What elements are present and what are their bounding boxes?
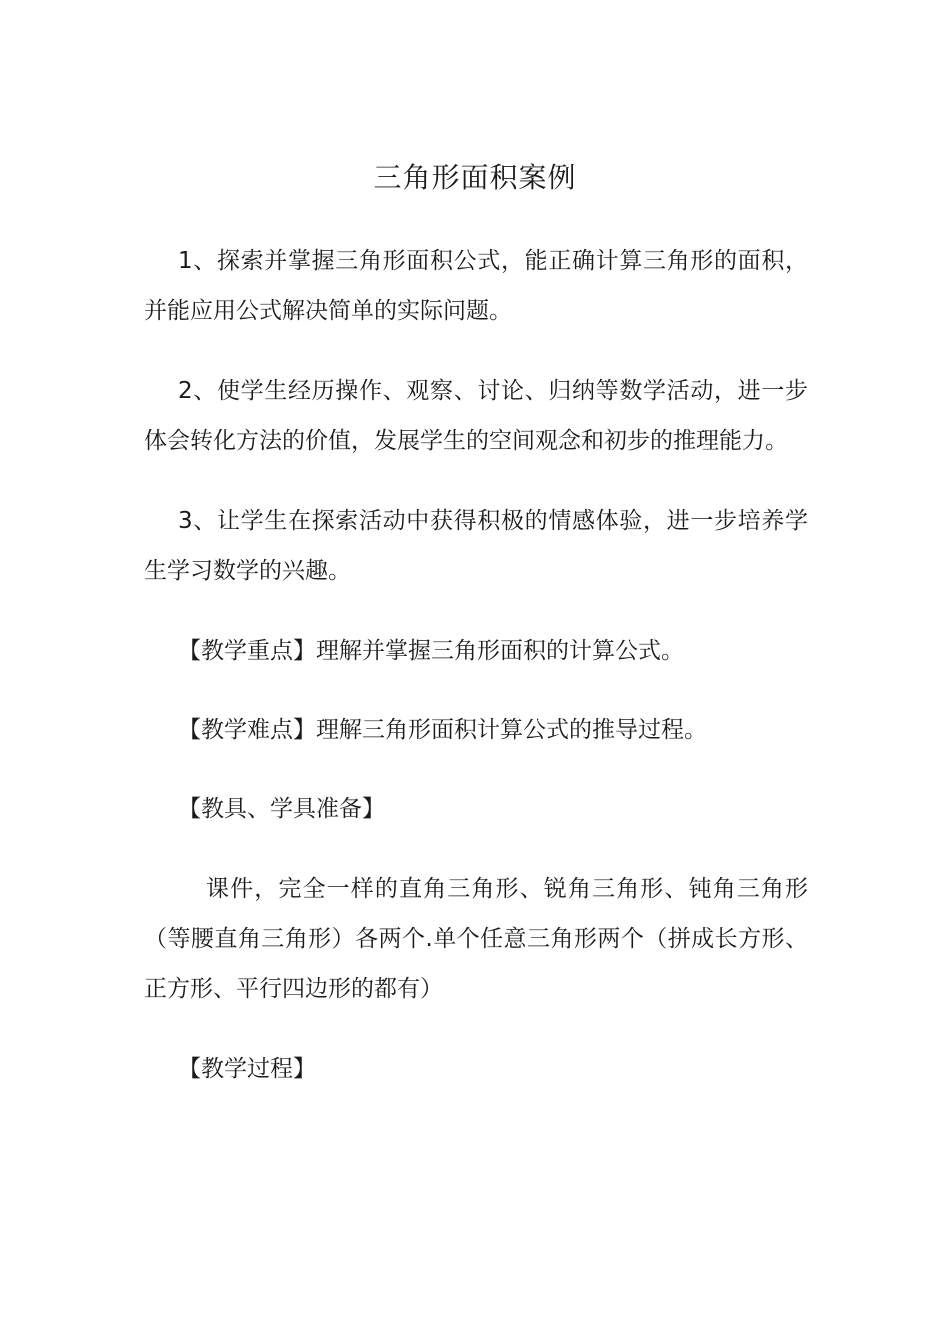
objective-2-paragraph: 2、使学生经历操作、观察、讨论、归纳等数学活动，进一步体会转化方法的价值，发展学生的空间观念和初步的推理能力。 bbox=[144, 378, 808, 454]
teaching-difficulty-paragraph: 【教学难点】理解三角形面积计算公式的推导过程。 bbox=[178, 717, 707, 743]
objective-3-paragraph: 3、让学生在探索活动中获得积极的情感体验，进一步培养学生学习数学的兴趣。 bbox=[144, 508, 808, 584]
materials-paragraph: 课件，完全一样的直角三角形、锐角三角形、钝角三角形（等腰直角三角形）各两个.单个任意三角形两个（拼成长方形、正方形、平行四边形的都有） bbox=[144, 876, 808, 1002]
document-title: 三角形面积案例 bbox=[373, 161, 577, 194]
materials-heading: 【教具、学具准备】 bbox=[178, 796, 385, 822]
teaching-focus-paragraph: 【教学重点】理解并掌握三角形面积的计算公式。 bbox=[178, 638, 684, 664]
teaching-process-heading: 【教学过程】 bbox=[178, 1056, 316, 1082]
objective-1-paragraph: 1、探索并掌握三角形面积公式，能正确计算三角形的面积，并能应用公式解决简单的实际问题。 bbox=[144, 248, 808, 324]
